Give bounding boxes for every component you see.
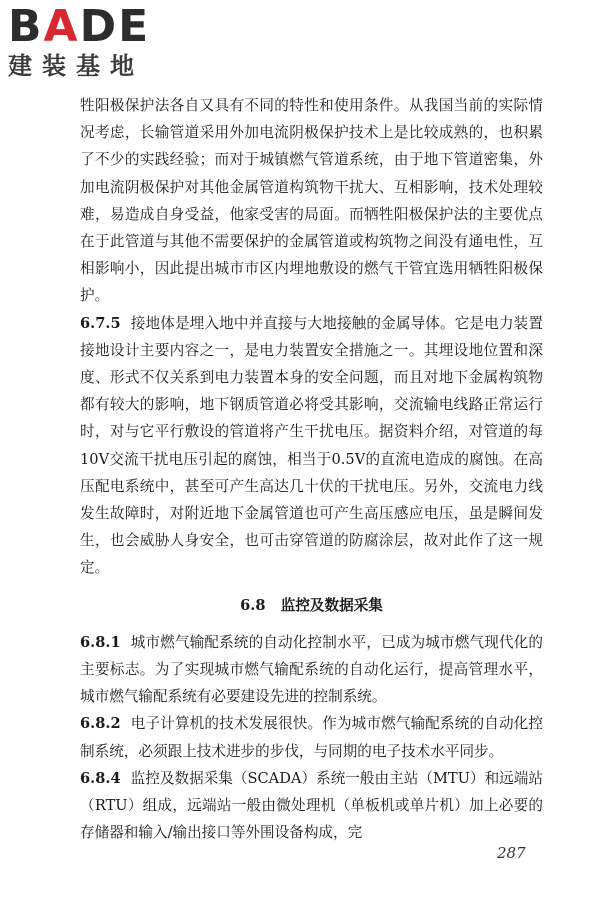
clause-6-8-2: 6.8.2 电子计算机的技术发展很快。作为城市燃气输配系统的自动化控制系统，必须跟上技术进步的步伐，与同期的电子技术水平同步。 [80,715,543,760]
page-number: 287 [497,844,526,862]
publisher-logo [8,1,178,80]
logo-subtitle: 建装基地 [8,52,144,80]
section-heading: 6.8 监控及数据采集 [240,596,383,614]
clause-number: 6.8.4 [80,769,121,787]
clause-6-8-1: 6.8.1 城市燃气输配系统的自动化控制水平，已成为城市燃气现代化的主要标志。为了实现城市燃气输配系统的自动化运行，提高管理水平，城市燃气输配系统有必要建设先进的控制系统。 [80,633,543,706]
clause-6-7-5: 6.7.5 接地体是埋入地中并直接与大地接触的金属导体。它是电力装置接地设计主要内容之一，是电力装置安全措施之一。其埋设地位置和深度、形式不仅关系到电力装置本身的安全问题，而且对地下金属构筑物都有较大的影响，地下钢质管道必将受其影响，交流输电线路正常运行时，对与它平行敷设的管道将产生干扰电压。据资料介绍，对管道的每10V交流干扰电压引起的腐蚀，相当于0.5V的直流电造成的腐蚀。在高压配电系统中，甚至可产生高达几十伏的干扰电压。另外，交流电力线发生故障时，对附近地下金属管道也可产生高压感应电压，虽是瞬间发生，也会威胁人身安全，也可击穿管道的防腐涂层，故对此作了这一规定。 [80,314,543,577]
paragraph-continued: 牲阳极保护法各自又具有不同的特性和使用条件。从我国当前的实际情况考虑，长输管道采用外加电流阴极保护技术上是比较成熟的，也积累了不少的实践经验；而对于城镇燃气管道系统，由于地下管道密集，外加电流阴极保护对其他金属管道构筑物干扰大、互相影响，技术处理较难，易造成自身受益，他家受害的局面。而牺牲阳极保护法的主要优点在于此管道与其他不需要保护的金属管道或构筑物之间没有通电性，互相影响小，因此提出城市市区内埋地敷设的燃气干管宜选用牺牲阳极保护。 [80,97,543,305]
clause-6-8-4: 6.8.4 监控及数据采集（SCADA）系统一般由主站（MTU）和远端站（RTU）组成，远端站一般由微处理机（单板机或单片机）加上必要的存储器和输入/输出接口等外围设备构成，完 [80,769,543,842]
logo-wordmark: BADE [8,1,151,52]
clause-number: 6.8.1 [80,633,121,651]
clause-number: 6.8.2 [80,715,121,733]
clause-number: 6.7.5 [80,314,121,332]
page-body [80,92,543,846]
